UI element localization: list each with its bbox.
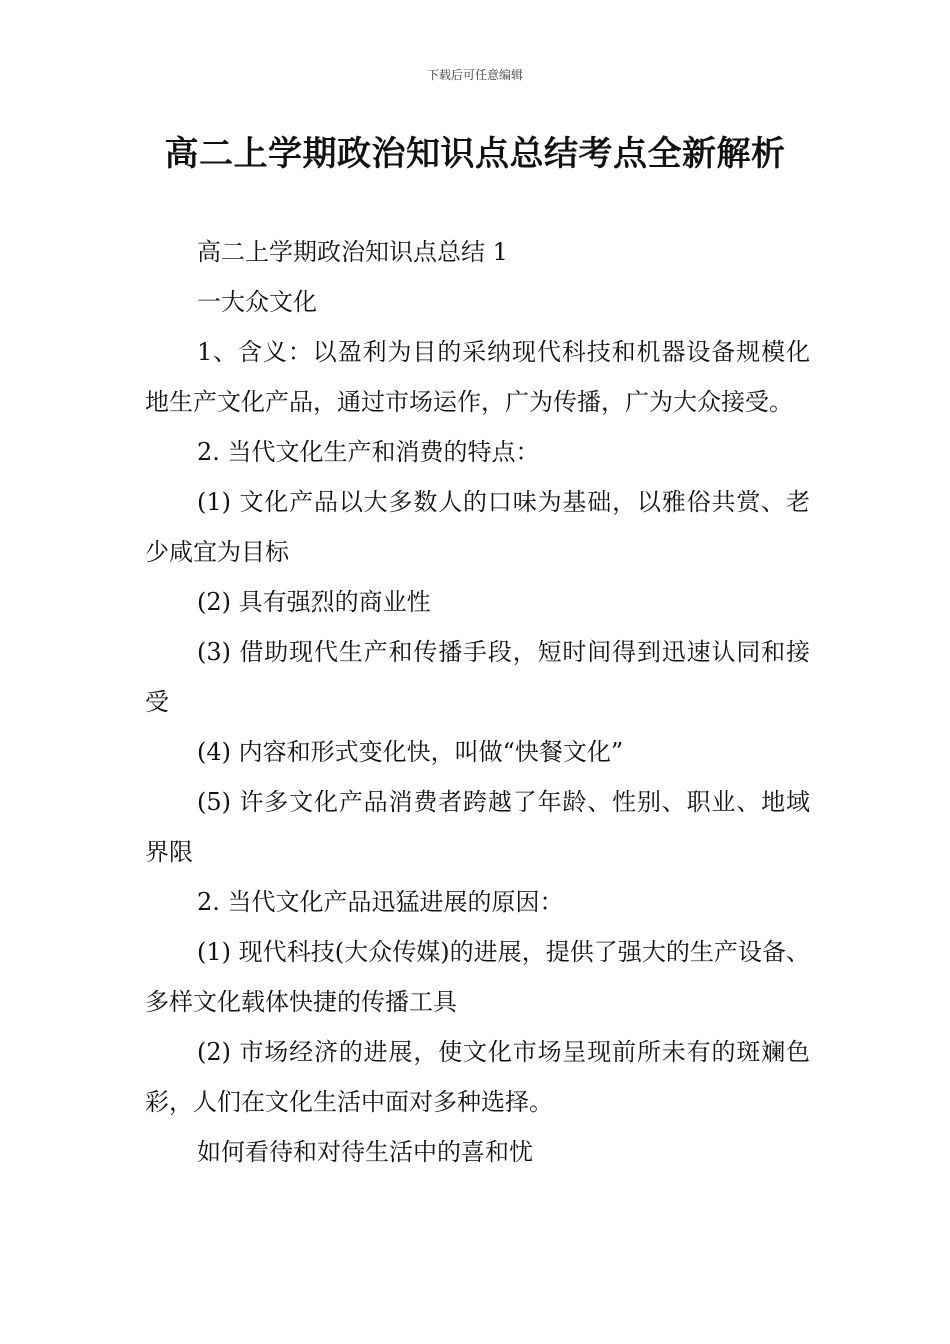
paragraph-reason-1: (1) 现代科技(大众传媒)的进展，提供了强大的生产设备、多样文化载体快捷的传播工具 <box>145 938 810 1016</box>
header-note: 下载后可任意编辑 <box>426 68 523 82</box>
paragraph-feature-4: (4) 内容和形式变化快，叫做“快餐文化” <box>197 738 624 766</box>
document-body <box>145 227 810 1177</box>
paragraph-next-topic: 如何看待和对待生活中的喜和忧 <box>197 1138 533 1166</box>
paragraph-reasons-heading: 2. 当代文化产品迅猛进展的原因： <box>197 888 564 916</box>
paragraph-feature-3: (3) 借助现代生产和传播手段，短时间得到迅速认同和接受 <box>145 638 810 716</box>
paragraph-feature-5: (5) 许多文化产品消费者跨越了年龄、性别、职业、地域界限 <box>145 788 810 866</box>
paragraph-reason-2: (2) 市场经济的进展，使文化市场呈现前所未有的斑斓色彩，人们在文化生活中面对多种选择。 <box>145 1038 810 1116</box>
paragraph-definition: 1、含义：以盈利为目的采纳现代科技和机器设备规模化地生产文化产品，通过市场运作，广为传播，广为大众接受。 <box>145 338 810 416</box>
paragraph-features-heading: 2. 当代文化生产和消费的特点： <box>197 438 540 466</box>
paragraph-section-heading: 高二上学期政治知识点总结 1 <box>197 238 508 266</box>
document-title: 高二上学期政治知识点总结考点全新解析 <box>164 134 786 174</box>
paragraph-feature-1: (1) 文化产品以大多数人的口味为基础，以雅俗共赏、老少咸宜为目标 <box>145 488 810 566</box>
paragraph-feature-2: (2) 具有强烈的商业性 <box>197 588 431 616</box>
paragraph-topic-heading: 一大众文化 <box>197 288 317 316</box>
